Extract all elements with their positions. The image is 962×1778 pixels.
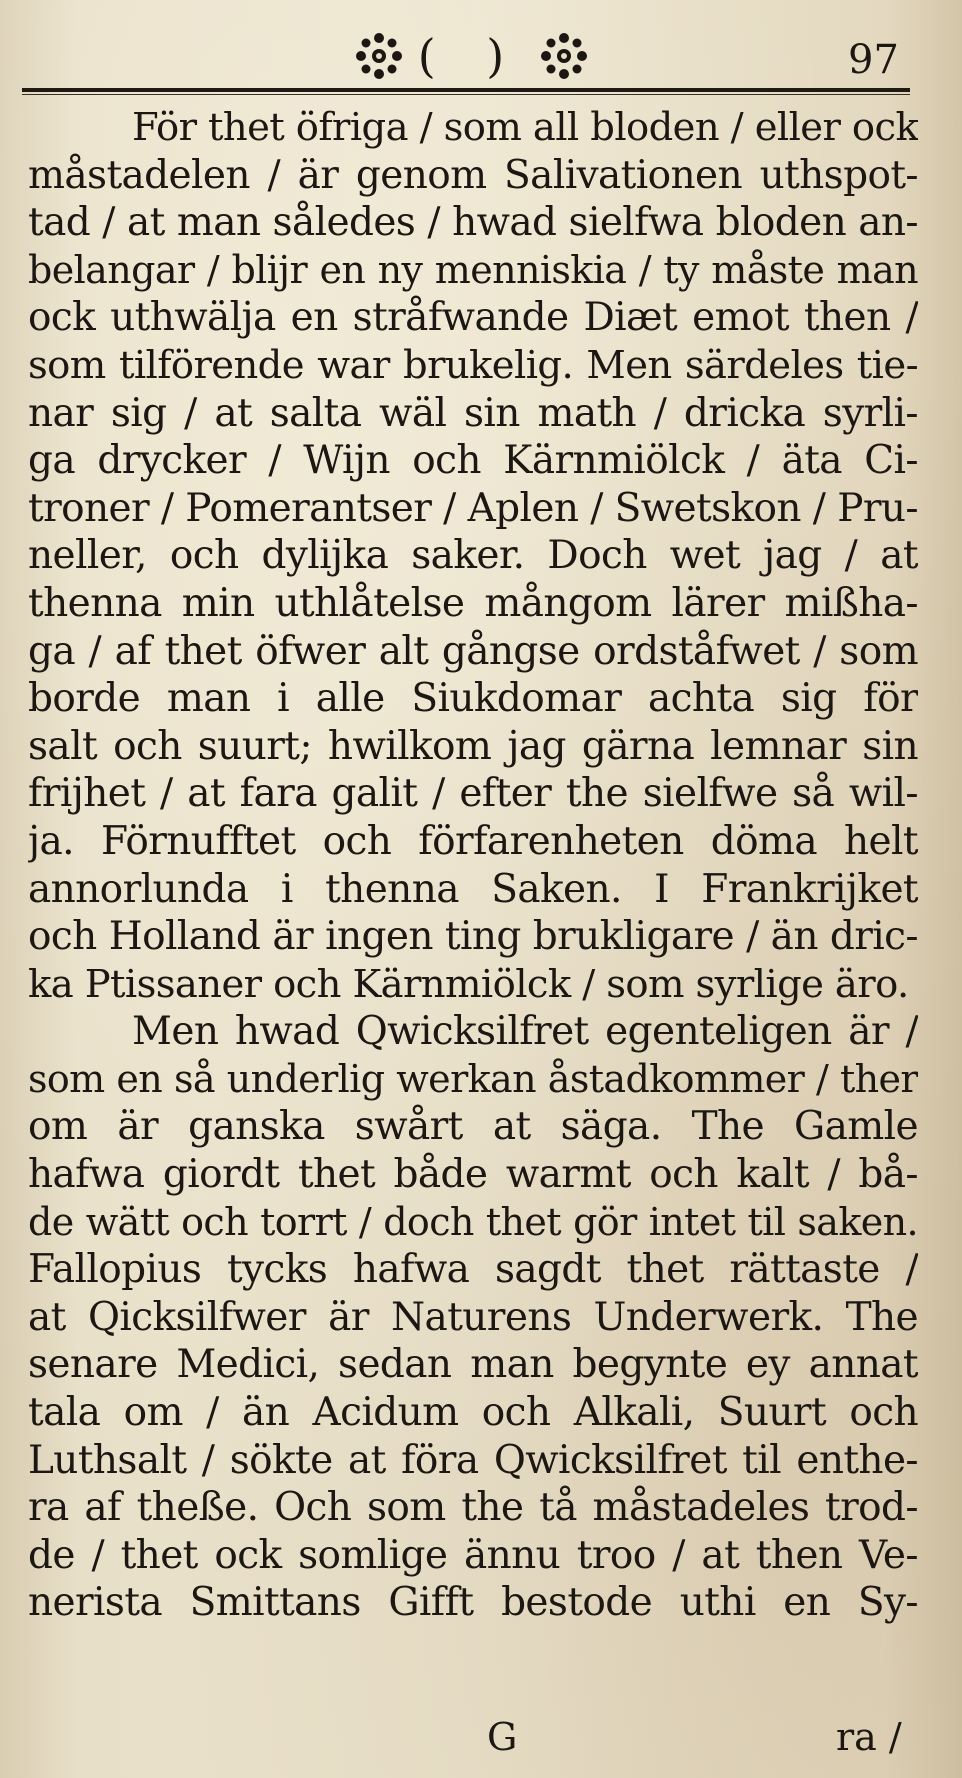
- text-line: om är ganska swårt at säga. The Gamle: [28, 1104, 918, 1150]
- text-line: tad / at man således / hwad sielfwa bloden an-: [28, 200, 918, 246]
- text-line: troner / Pomerantser / Aplen / Swetskon / Pru-: [28, 485, 918, 531]
- text-line: nerista Smittans Gifft bestode uthi en Sy-: [28, 1580, 918, 1626]
- text-line: Men hwad Qwicksilfret egenteligen är /: [132, 1009, 918, 1055]
- text-line: at Qicksilfwer är Naturens Underwerk. The: [28, 1294, 918, 1340]
- text-line: ock uthwälja en stråfwande Diæt emot then /: [28, 295, 918, 341]
- text-line: belangar / blijr en ny menniskia / ty måste man: [28, 247, 918, 292]
- page-number: 97: [848, 37, 899, 83]
- body-text: [28, 104, 918, 1627]
- flower-ornament-icon: [355, 32, 403, 80]
- text-line: senare Medici, sedan man begynte ey annat: [28, 1342, 918, 1388]
- text-line: hafwa giordt thet både warmt och kalt / bå-: [28, 1152, 918, 1198]
- text-line: annorlunda i thenna Saken. I Frankrijket: [28, 866, 918, 912]
- text-line: de wätt och torrt / doch thet gör intet til saken.: [28, 1199, 918, 1244]
- text-line: borde man i alle Siukdomar achta sig för: [28, 676, 918, 722]
- text-line: de / thet ock somlige ännu troo / at then Ve-: [28, 1532, 918, 1578]
- text-line: ra af theße. Och som the tå måstadeles trod-: [28, 1485, 918, 1531]
- text-line: och Holland är ingen ting brukligare / än dric-: [28, 914, 918, 960]
- text-line: tala om / än Acidum och Alkali, Suurt och: [28, 1390, 918, 1436]
- text-line: nar sig / at salta wäl sin math / dricka syrli-: [28, 390, 918, 436]
- signature-mark: G: [487, 1715, 518, 1759]
- header-rule-thin: [22, 94, 910, 95]
- page-footer: [0, 1712, 962, 1762]
- header-parentheses: ( ): [417, 29, 523, 83]
- catchword: ra /: [836, 1715, 902, 1759]
- text-line: måstadelen / är genom Salivationen uthspot-: [28, 152, 918, 198]
- text-line: ga drycker / Wijn och Kärnmiölck / äta Ci-: [28, 438, 918, 484]
- text-line: som en så underlig werkan åstadkommer / ther: [28, 1056, 918, 1101]
- text-line: thenna min uthlåtelse mångom lärer mißha-: [28, 580, 918, 626]
- text-line: För thet öfriga / som all bloden / eller ock: [132, 105, 918, 150]
- text-line: ga / af thet öfwer alt gångse ordståfwet / som: [28, 628, 918, 674]
- page-header: [0, 28, 962, 88]
- text-line: Fallopius tycks hafwa sagdt thet rättaste /: [28, 1247, 918, 1293]
- text-line: neller, och dylijka saker. Doch wet jag / at: [28, 533, 918, 579]
- text-line: salt och suurt; hwilkom jag gärna lemnar sin: [28, 723, 918, 769]
- text-line: ka Ptissaner och Kärnmiölck / som syrlige äro.: [28, 961, 909, 1007]
- text-line: som tilförende war brukelig. Men särdeles tie-: [28, 342, 918, 388]
- text-line: ja. Förnufftet och förfarenheten döma helt: [28, 818, 918, 864]
- flower-ornament-icon: [540, 32, 588, 80]
- header-rule: [22, 88, 910, 92]
- text-line: Luthsalt / sökte at föra Qwicksilfret til enthe-: [28, 1437, 918, 1483]
- text-line: frijhet / at fara galit / efter the sielfwe så wil-: [28, 771, 918, 817]
